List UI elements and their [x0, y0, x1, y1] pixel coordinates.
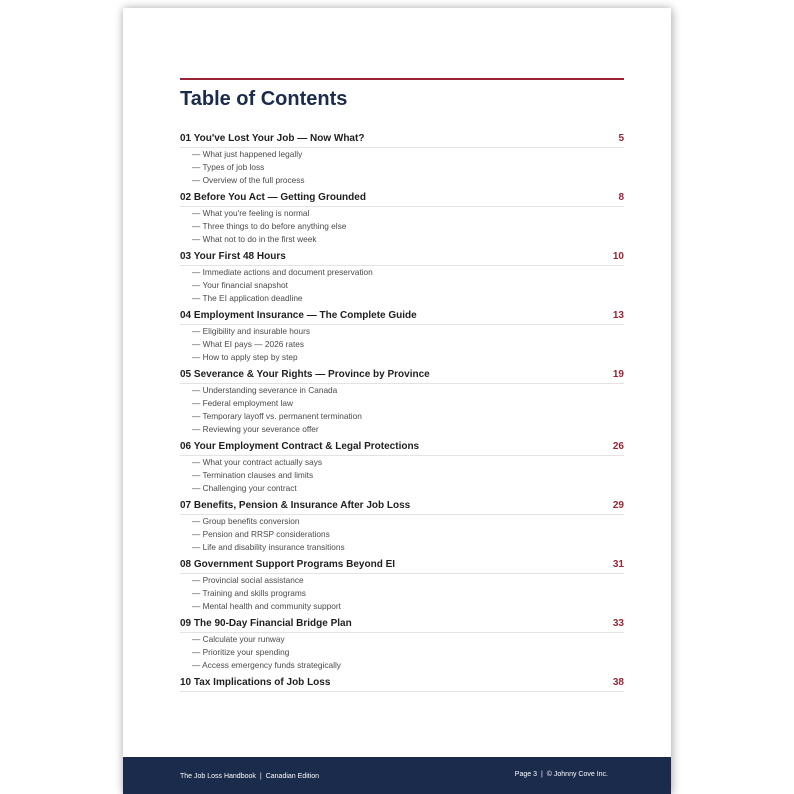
toc-page-number: 33: [612, 617, 624, 629]
toc-subsection-list: [180, 148, 624, 187]
toc-subsection-list: [180, 266, 624, 305]
toc-chapter-title: 07 Benefits, Pension & Insurance After Job Loss: [180, 499, 411, 511]
document-page: [123, 8, 671, 794]
toc-subsection: — Overview of the full process: [192, 175, 305, 185]
toc-subsection: — How to apply step by step: [192, 352, 298, 362]
toc-subsection-list: [180, 515, 624, 554]
toc-chapter: [180, 675, 624, 734]
toc-subsection: — Federal employment law: [192, 398, 293, 408]
page-footer: [123, 757, 671, 794]
toc-chapter-title: 03 Your First 48 Hours: [180, 250, 286, 262]
toc-chapter-title: 02 Before You Act — Getting Grounded: [180, 191, 366, 203]
toc-subsection: — Group benefits conversion: [192, 516, 300, 526]
toc-chapter: [180, 249, 624, 308]
toc-subsection: — Life and disability insurance transitions: [192, 542, 345, 552]
toc-subsection: — Calculate your runway: [192, 634, 285, 644]
toc-subsection: — Prioritize your spending: [192, 647, 290, 657]
toc-page-number: 8: [618, 191, 624, 203]
toc-chapter: [180, 190, 624, 249]
toc-subsection: — What you're feeling is normal: [192, 208, 310, 218]
toc-page-number: 10: [612, 250, 624, 262]
toc-chapter: [180, 131, 624, 190]
footer-left: [180, 773, 319, 780]
toc-chapter: [180, 439, 624, 498]
toc-subsection-list: [180, 456, 624, 495]
footer-separator: |: [540, 771, 543, 778]
toc-chapter-heading: [180, 131, 624, 148]
toc-chapter-heading: [180, 616, 624, 633]
footer-separator: |: [259, 773, 262, 780]
toc-chapter-title: 01 You've Lost Your Job — Now What?: [180, 132, 365, 144]
toc-subsection: — Provincial social assistance: [192, 575, 304, 585]
toc-subsection-list: [180, 574, 624, 613]
toc-subsection: — What not to do in the first week: [192, 234, 317, 244]
toc-subsection: — What your contract actually says: [192, 457, 323, 467]
page-title: Table of Contents: [180, 88, 348, 110]
toc-subsection: — Reviewing your severance offer: [192, 424, 319, 434]
toc-chapter: [180, 557, 624, 616]
toc-subsection: — Three things to do before anything else: [192, 221, 347, 231]
toc-subsection: — Access emergency funds strategically: [192, 660, 341, 670]
toc-chapter-title: 08 Government Support Programs Beyond EI: [180, 558, 396, 570]
toc-chapter-heading: [180, 439, 624, 456]
title-rule: [180, 78, 624, 80]
toc-subsection-list: [180, 633, 624, 672]
toc-page-number: 38: [612, 676, 624, 688]
toc-page-number: 19: [612, 368, 624, 380]
toc-page-number: 13: [612, 309, 624, 321]
toc-subsection: — The EI application deadline: [192, 293, 303, 303]
toc-chapter-heading: [180, 249, 624, 266]
footer-right: [515, 771, 608, 778]
toc-subsection: — Termination clauses and limits: [192, 470, 314, 480]
toc-chapter: [180, 308, 624, 367]
toc-chapter-title: 05 Severance & Your Rights — Province by Province: [180, 368, 430, 380]
toc-page-number: 29: [612, 499, 624, 511]
toc-chapter: [180, 498, 624, 557]
footer-page-label: Page 3: [514, 771, 537, 778]
toc-chapter-heading: [180, 308, 624, 325]
toc-chapter-heading: [180, 675, 624, 692]
toc-chapter-title: 04 Employment Insurance — The Complete Guide: [180, 309, 417, 321]
toc-subsection-list: [180, 384, 624, 436]
toc-subsection: — Challenging your contract: [192, 483, 297, 493]
toc-subsection-list: [180, 325, 624, 364]
toc-chapter: [180, 367, 624, 439]
toc-subsection: — Mental health and community support: [192, 601, 341, 611]
toc-subsection-list: [180, 207, 624, 246]
toc-subsection: — Pension and RRSP considerations: [192, 529, 330, 539]
toc-chapter-title: 06 Your Employment Contract & Legal Protections: [180, 440, 420, 452]
toc-subsection: — What just happened legally: [192, 149, 303, 159]
toc-subsection: — What EI pays — 2026 rates: [192, 339, 305, 349]
toc-subsection: — Temporary layoff vs. permanent termination: [192, 411, 362, 421]
toc-page-number: 5: [618, 132, 624, 144]
toc-page-number: 26: [612, 440, 624, 452]
toc-subsection: — Your financial snapshot: [192, 280, 288, 290]
toc-subsection: — Eligibility and insurable hours: [192, 326, 311, 336]
toc-subsection: — Training and skills programs: [192, 588, 306, 598]
toc-chapter-title: 09 The 90-Day Financial Bridge Plan: [180, 617, 352, 629]
toc-chapter-heading: [180, 367, 624, 384]
toc-chapter-heading: [180, 190, 624, 207]
toc-subsection: — Understanding severance in Canada: [192, 385, 338, 395]
footer-edition: Canadian Edition: [265, 773, 320, 780]
toc-page-number: 31: [612, 558, 624, 570]
footer-book-title: The Job Loss Handbook: [180, 773, 256, 780]
toc-chapter: [180, 616, 624, 675]
toc-subsection: — Types of job loss: [192, 162, 265, 172]
footer-copyright: © Johnny Cove Inc.: [546, 771, 608, 778]
toc-list: [180, 131, 624, 734]
toc-chapter-heading: [180, 557, 624, 574]
toc-chapter-title: 10 Tax Implications of Job Loss: [180, 676, 331, 688]
toc-subsection: — Immediate actions and document preservation: [192, 267, 373, 277]
toc-chapter-heading: [180, 498, 624, 515]
